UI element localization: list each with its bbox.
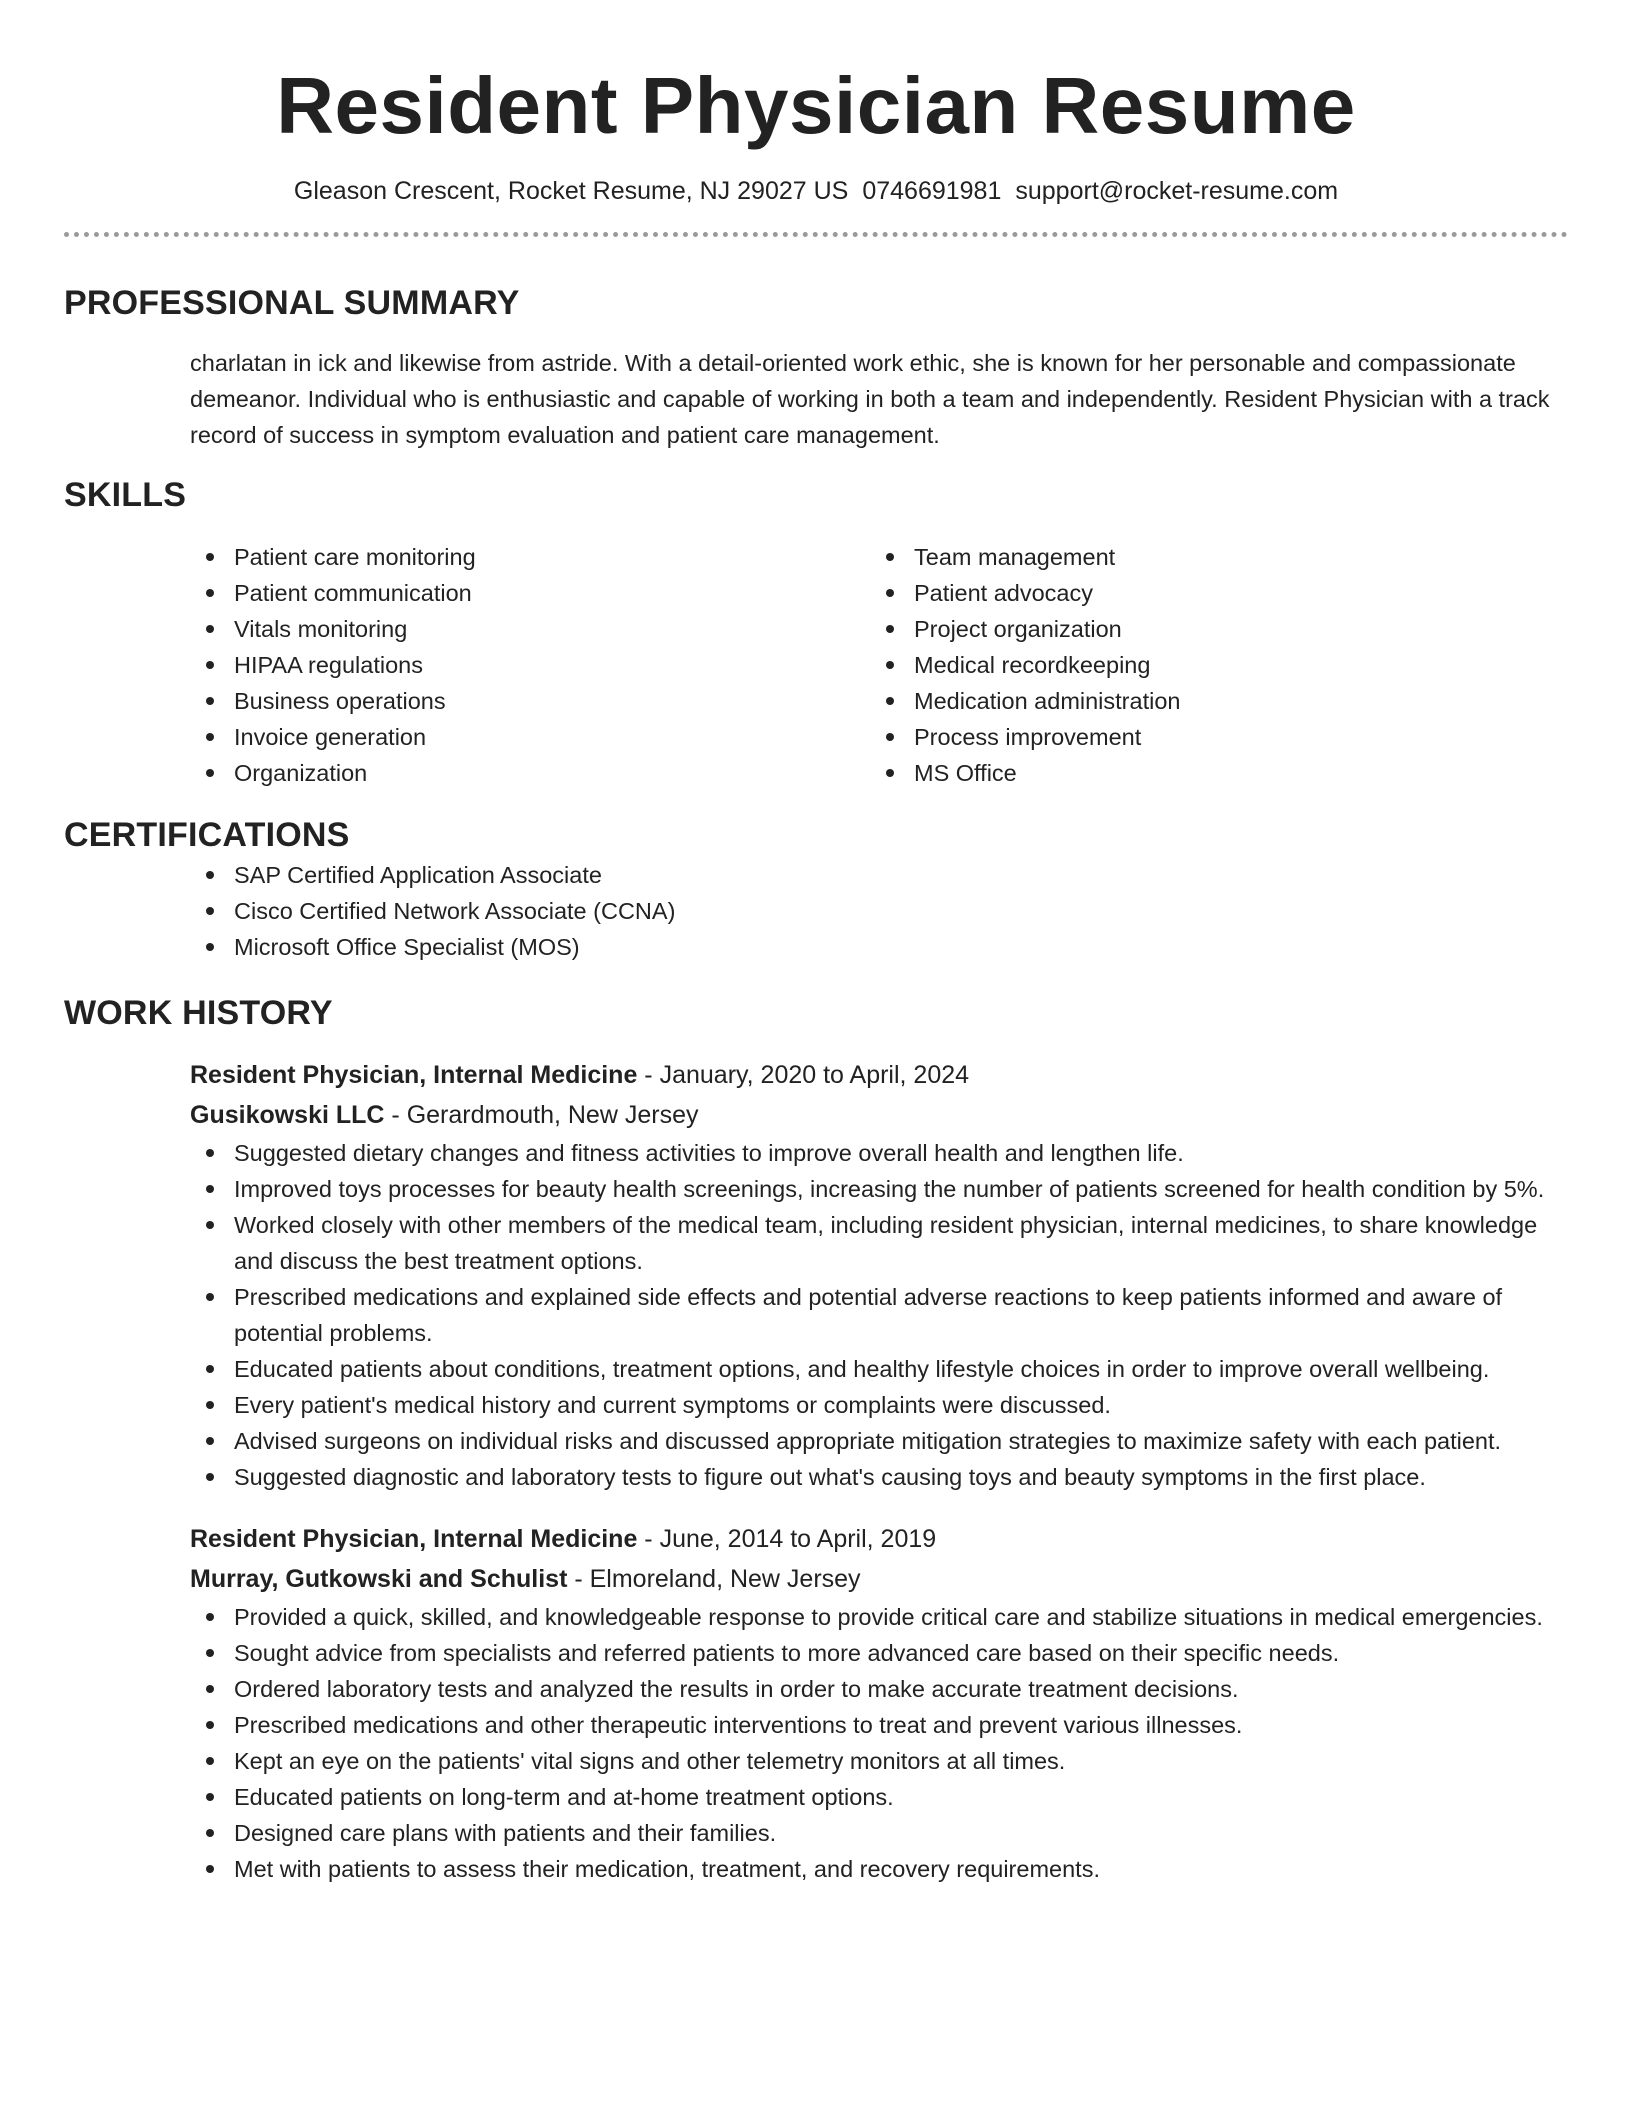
skill-item: Team management: [744, 539, 1568, 575]
skill-item: Patient advocacy: [744, 575, 1568, 611]
skill-item: HIPAA regulations: [64, 647, 744, 683]
summary-section: [64, 281, 1568, 453]
skill-item: MS Office: [744, 755, 1568, 791]
job-company: Murray, Gutkowski and Schulist: [190, 1565, 568, 1593]
job-title-line: [190, 1519, 1568, 1559]
resume-page: [64, 0, 1568, 1887]
job-dates: - June, 2014 to April, 2019: [637, 1525, 937, 1553]
skills-section: [64, 473, 1568, 791]
job-duty: Sought advice from specialists and referred patients to more advanced care based on their specific needs.: [64, 1635, 1568, 1671]
skill-item: Project organization: [744, 611, 1568, 647]
job-role: Resident Physician, Internal Medicine: [190, 1061, 638, 1089]
resume-title: Resident Physician Resume: [276, 61, 1356, 150]
job-company-line: [190, 1095, 1568, 1135]
job-duty: Provided a quick, skilled, and knowledgeable response to provide critical care and stabilize situations in medical emergencies.: [64, 1599, 1568, 1635]
job-duty: Prescribed medications and other therapeutic interventions to treat and prevent various illnesses.: [64, 1707, 1568, 1743]
summary-text: charlatan in ick and likewise from astride. With a detail-oriented work ethic, she is known for her personable and compassionate demeanor. Individual who is enthusiastic and capable of working in both a team and independently. Resident Physician with a track record of success in symptom evaluation and patient care management.: [190, 350, 1550, 448]
skill-item: Medication administration: [744, 683, 1568, 719]
header-divider: [64, 232, 1568, 237]
contact-email: support@rocket-resume.com: [1015, 177, 1339, 205]
contact-address: Gleason Crescent, Rocket Resume, NJ 29027 US: [293, 177, 849, 205]
skill-item: Business operations: [64, 683, 744, 719]
job-title-line: [190, 1055, 1568, 1095]
skills-column-left: [64, 539, 744, 791]
job-role: Resident Physician, Internal Medicine: [190, 1525, 638, 1553]
skill-item: Vitals monitoring: [64, 611, 744, 647]
job-duty: Designed care plans with patients and their families.: [64, 1815, 1568, 1851]
certifications-section: [64, 813, 1568, 965]
job-duty: Advised surgeons on individual risks and discussed appropriate mitigation strategies to maximize safety with each patient.: [64, 1423, 1568, 1459]
certifications-heading: CERTIFICATIONS: [64, 816, 350, 854]
job-duty: Suggested diagnostic and laboratory tests to figure out what's causing toys and beauty symptoms in the first place.: [64, 1459, 1568, 1495]
certifications-list: [64, 857, 1568, 965]
skills-heading: SKILLS: [64, 476, 187, 514]
job-duty: Every patient's medical history and current symptoms or complaints were discussed.: [64, 1387, 1568, 1423]
job-duty: Educated patients on long-term and at-home treatment options.: [64, 1779, 1568, 1815]
job-company: Gusikowski LLC: [190, 1101, 385, 1129]
skill-item: Medical recordkeeping: [744, 647, 1568, 683]
job-duty: Worked closely with other members of the medical team, including resident physician, internal medicines, to share knowledge and discuss the best treatment options.: [64, 1207, 1568, 1279]
job-duty: Educated patients about conditions, treatment options, and healthy lifestyle choices in order to improve overall wellbeing.: [64, 1351, 1568, 1387]
contact-phone: 0746691981: [862, 177, 1002, 205]
job-duty: Ordered laboratory tests and analyzed the results in order to make accurate treatment decisions.: [64, 1671, 1568, 1707]
certification-item: SAP Certified Application Associate: [64, 857, 1568, 893]
skills-grid: [64, 539, 1568, 791]
skill-item: Patient care monitoring: [64, 539, 744, 575]
summary-heading: PROFESSIONAL SUMMARY: [64, 284, 520, 322]
work-history-section: [64, 991, 1568, 1887]
contact-line: [64, 174, 1568, 208]
certification-item: Cisco Certified Network Associate (CCNA): [64, 893, 1568, 929]
job-location: - Elmoreland, New Jersey: [567, 1565, 861, 1593]
job-company-line: [190, 1559, 1568, 1599]
job-duty: Prescribed medications and explained side effects and potential adverse reactions to keep patients informed and aware of potential problems.: [64, 1279, 1568, 1351]
job-location: - Gerardmouth, New Jersey: [384, 1101, 699, 1129]
skill-item: Organization: [64, 755, 744, 791]
job-duty: Improved toys processes for beauty health screenings, increasing the number of patients screened for health condition by 5%.: [64, 1171, 1568, 1207]
job-duty: Met with patients to assess their medication, treatment, and recovery requirements.: [64, 1851, 1568, 1887]
skill-item: Invoice generation: [64, 719, 744, 755]
skills-column-right: [744, 539, 1568, 791]
job-duty: Kept an eye on the patients' vital signs and other telemetry monitors at all times.: [64, 1743, 1568, 1779]
skill-item: Process improvement: [744, 719, 1568, 755]
job-dates: - January, 2020 to April, 2024: [637, 1061, 970, 1089]
job-duties-list: [64, 1135, 1568, 1495]
certification-item: Microsoft Office Specialist (MOS): [64, 929, 1568, 965]
job-duty: Suggested dietary changes and fitness activities to improve overall health and lengthen life.: [64, 1135, 1568, 1171]
work-history-heading: WORK HISTORY: [64, 994, 333, 1032]
skill-item: Patient communication: [64, 575, 744, 611]
job-duties-list: [64, 1599, 1568, 1887]
